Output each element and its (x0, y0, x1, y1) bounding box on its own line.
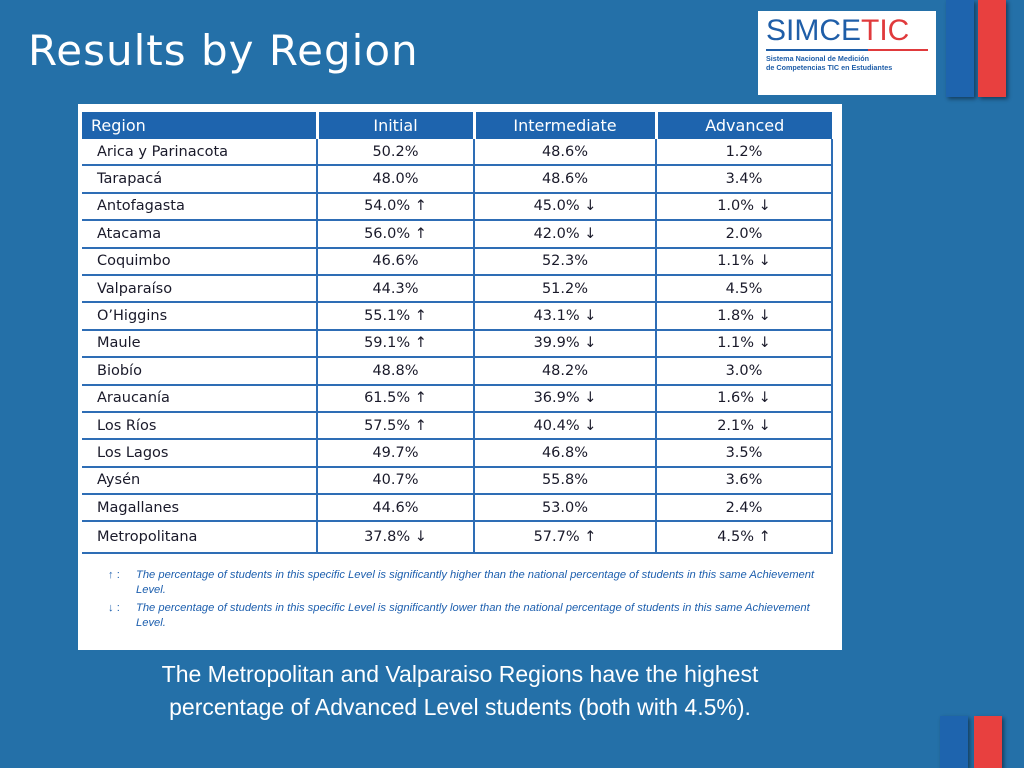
results-table (82, 112, 833, 554)
cell-region: O’Higgins (82, 302, 317, 329)
down-arrow-icon: ↓ : (108, 602, 120, 614)
cell-initial: 50.2% (317, 139, 474, 165)
cell-intermediate: 42.0% ↓ (474, 220, 656, 247)
cell-region: Aysén (82, 467, 317, 494)
cell-region: Maule (82, 330, 317, 357)
cell-region: Los Ríos (82, 412, 317, 439)
cell-advanced: 3.5% (656, 439, 832, 466)
cell-initial: 56.0% ↑ (317, 220, 474, 247)
cell-initial: 55.1% ↑ (317, 302, 474, 329)
footnote-down-text: The percentage of students in this specific Level is significantly lower than the national percentage of students in this same Achievement Level. (136, 602, 810, 629)
logo-subtitle-1: Sistema Nacional de Medición (766, 54, 870, 63)
cell-region: Valparaíso (82, 275, 317, 302)
cell-initial: 61.5% ↑ (317, 385, 474, 412)
cell-initial: 40.7% (317, 467, 474, 494)
cell-advanced: 2.4% (656, 494, 832, 521)
cell-region: Coquimbo (82, 248, 317, 275)
table-row (82, 139, 832, 165)
table-header-row (82, 112, 832, 139)
cell-intermediate: 43.1% ↓ (474, 302, 656, 329)
slide-caption (60, 658, 860, 724)
header-initial: Initial (317, 112, 474, 139)
cell-advanced: 3.6% (656, 467, 832, 494)
cell-advanced: 2.1% ↓ (656, 412, 832, 439)
cell-intermediate: 46.8% (474, 439, 656, 466)
corner-bar-red-top (978, 0, 1006, 97)
table-row (82, 302, 832, 329)
table-row (82, 330, 832, 357)
cell-intermediate: 53.0% (474, 494, 656, 521)
table-row (82, 467, 832, 494)
cell-region: Biobío (82, 357, 317, 384)
corner-bar-blue-bottom (940, 716, 968, 768)
cell-region: Tarapacá (82, 165, 317, 192)
table-row (82, 385, 832, 412)
cell-intermediate: 48.2% (474, 357, 656, 384)
cell-advanced: 1.8% ↓ (656, 302, 832, 329)
table-row (82, 357, 832, 384)
cell-region: Magallanes (82, 494, 317, 521)
cell-advanced: 1.1% ↓ (656, 248, 832, 275)
logo-simce-text: SIMCE (766, 14, 862, 47)
cell-advanced: 3.4% (656, 165, 832, 192)
corner-bar-red-bottom (974, 716, 1002, 768)
cell-advanced: 4.5% ↑ (656, 521, 832, 553)
cell-initial: 48.8% (317, 357, 474, 384)
cell-initial: 37.8% ↓ (317, 521, 474, 553)
cell-initial: 46.6% (317, 248, 474, 275)
cell-initial: 44.3% (317, 275, 474, 302)
cell-intermediate: 45.0% ↓ (474, 193, 656, 220)
cell-intermediate: 57.7% ↑ (474, 521, 656, 553)
footnote-up-text: The percentage of students in this specific Level is significantly higher than the national percentage of students in this same Achievement Level. (136, 569, 815, 596)
header-region: Region (82, 112, 317, 139)
results-table-panel (78, 104, 842, 650)
caption-line-1: The Metropolitan and Valparaiso Regions have the highest (161, 661, 759, 687)
logo-divider (766, 49, 928, 51)
cell-advanced: 1.0% ↓ (656, 193, 832, 220)
table-row (82, 165, 832, 192)
logo-subtitle-2: de Competencias TIC en Estudiantes (766, 63, 893, 72)
corner-bar-blue-top (946, 0, 974, 97)
simcetic-logo (758, 11, 936, 95)
table-row (82, 248, 832, 275)
cell-initial: 49.7% (317, 439, 474, 466)
cell-intermediate: 40.4% ↓ (474, 412, 656, 439)
table-row (82, 494, 832, 521)
cell-initial: 59.1% ↑ (317, 330, 474, 357)
cell-intermediate: 36.9% ↓ (474, 385, 656, 412)
footnote-up (108, 568, 833, 597)
cell-advanced: 1.6% ↓ (656, 385, 832, 412)
cell-initial: 48.0% (317, 165, 474, 192)
cell-region: Antofagasta (82, 193, 317, 220)
cell-region: Arica y Parinacota (82, 139, 317, 165)
cell-intermediate: 55.8% (474, 467, 656, 494)
header-advanced: Advanced (656, 112, 832, 139)
cell-advanced: 4.5% (656, 275, 832, 302)
footnote-down (108, 601, 833, 630)
cell-initial: 57.5% ↑ (317, 412, 474, 439)
cell-advanced: 2.0% (656, 220, 832, 247)
cell-advanced: 1.1% ↓ (656, 330, 832, 357)
cell-intermediate: 52.3% (474, 248, 656, 275)
cell-intermediate: 48.6% (474, 139, 656, 165)
cell-advanced: 1.2% (656, 139, 832, 165)
cell-intermediate: 39.9% ↓ (474, 330, 656, 357)
cell-region: Atacama (82, 220, 317, 247)
cell-advanced: 3.0% (656, 357, 832, 384)
table-row (82, 521, 832, 553)
table-row (82, 439, 832, 466)
cell-region: Araucanía (82, 385, 317, 412)
footnotes (108, 568, 833, 634)
table-row (82, 412, 832, 439)
cell-region: Los Lagos (82, 439, 317, 466)
cell-region: Metropolitana (82, 521, 317, 553)
caption-line-2: percentage of Advanced Level students (both with 4.5%). (169, 694, 751, 720)
up-arrow-icon: ↑ : (108, 569, 120, 581)
cell-intermediate: 51.2% (474, 275, 656, 302)
slide-title: Results by Region (28, 26, 419, 75)
logo-tic-text: TIC (861, 14, 910, 47)
cell-initial: 54.0% ↑ (317, 193, 474, 220)
header-intermediate: Intermediate (474, 112, 656, 139)
table-row (82, 275, 832, 302)
cell-initial: 44.6% (317, 494, 474, 521)
table-row (82, 220, 832, 247)
table-row (82, 193, 832, 220)
cell-intermediate: 48.6% (474, 165, 656, 192)
